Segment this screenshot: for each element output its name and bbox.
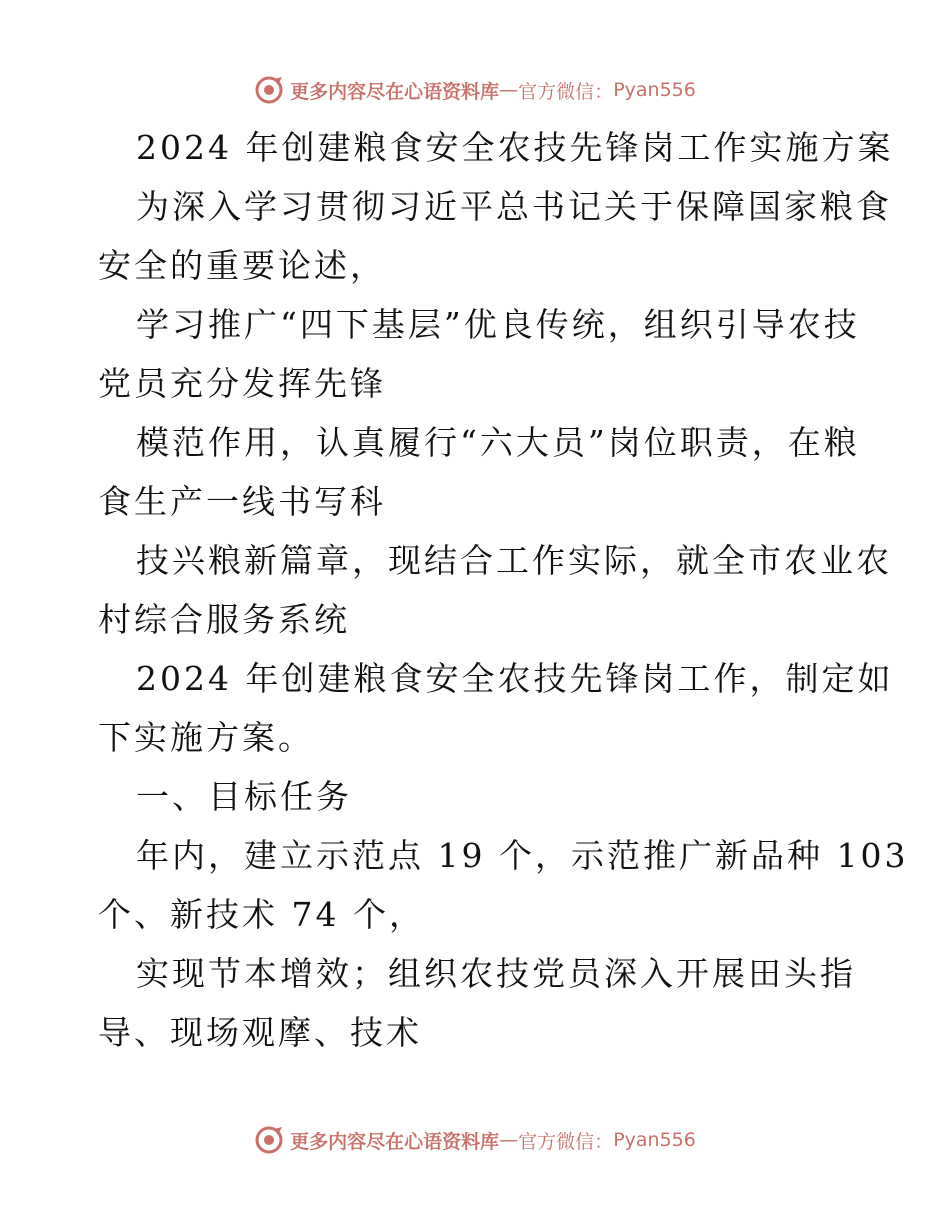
paragraph-line: 个、新技术 74 个， [98,895,425,934]
paragraph-line: 村综合服务系统 [98,600,350,639]
paragraph-line: 导、现场观摩、技术 [98,1013,422,1052]
watermark-sub-text: 官方微信： [518,1130,614,1153]
section-heading: 一、目标任务 [136,777,352,816]
paragraph-line: 为深入学习贯彻习近平总书记关于保障国家粮食 [136,187,892,226]
paragraph-line: 食生产一线书写科 [98,482,386,521]
document-body [98,118,909,1062]
paragraph-line: 年内，建立示范点 19 个，示范推广新品种 103 [136,836,909,875]
watermark-separator: — [499,79,519,101]
quill-logo-icon [254,75,284,105]
paragraph-line: 模范作用，认真履行“六大员”岗位职责，在粮 [136,423,860,462]
watermark-separator: — [499,1129,519,1151]
watermark-main-text: 更多内容尽在心语资料库 [290,80,500,103]
watermark-sub-text: 官方微信： [518,80,614,103]
paragraph-line: 党员充分发挥先锋 [98,364,386,403]
watermark-wechat-id: Pyan556 [613,1129,696,1151]
footer-watermark [0,1120,950,1160]
paragraph-line: 安全的重要论述， [98,246,386,285]
paragraph-line: 下实施方案。 [98,718,314,757]
watermark-main-text: 更多内容尽在心语资料库 [290,1130,500,1153]
paragraph-line: 学习推广“四下基层”优良传统，组织引导农技 [136,305,860,344]
quill-logo-icon [254,1125,284,1155]
paragraph-line: 技兴粮新篇章，现结合工作实际，就全市农业农 [136,541,892,580]
paragraph-line: 2024 年创建粮食安全农技先锋岗工作，制定如 [136,659,894,698]
watermark-wechat-id: Pyan556 [613,79,696,101]
header-watermark [0,70,950,110]
document-title: 2024 年创建粮食安全农技先锋岗工作实施方案 [136,128,894,167]
paragraph-line: 实现节本增效；组织农技党员深入开展田头指 [136,954,856,993]
